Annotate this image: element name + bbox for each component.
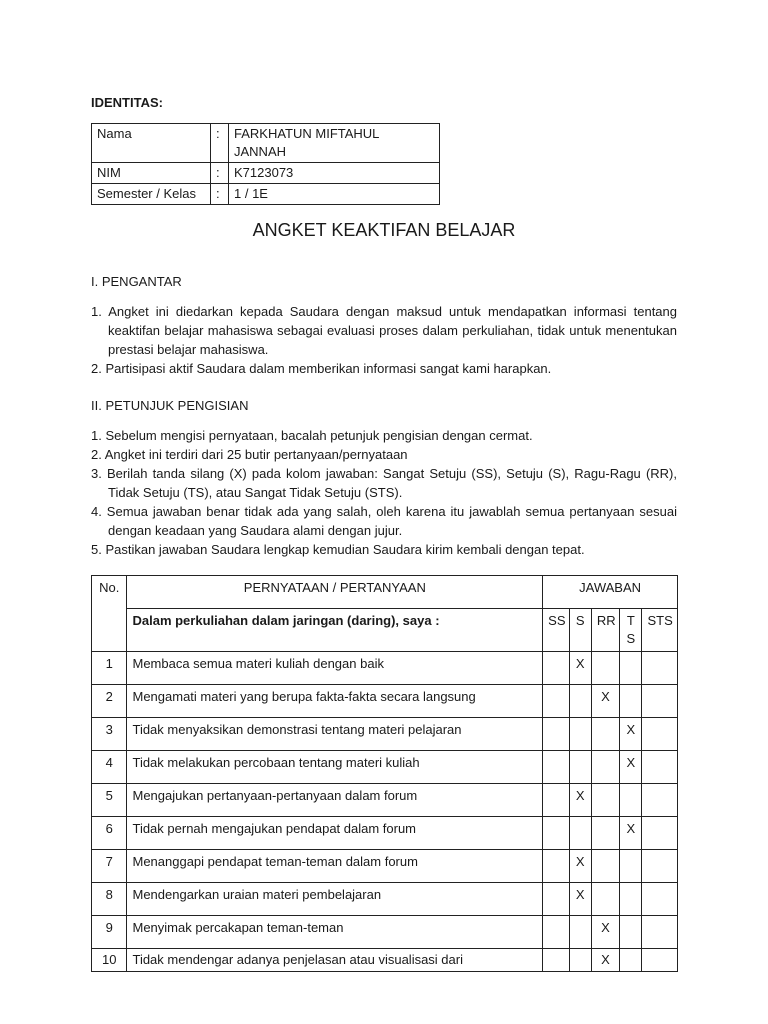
petunjuk-item: 5. Pastikan jawaban Saudara lengkap kemudian Saudara kirim kembali dengan tepat. <box>91 542 585 557</box>
answer-cell-ts: X <box>620 718 642 751</box>
table-row <box>92 685 678 718</box>
answer-cell-ss <box>543 718 569 751</box>
answer-cell-s <box>569 751 591 784</box>
row-number: 7 <box>92 850 127 883</box>
identity-label: Nama <box>92 124 211 163</box>
header-statement: PERNYATAAN / PERTANYAAN <box>127 576 543 609</box>
row-number: 6 <box>92 817 127 850</box>
row-statement: Membaca semua materi kuliah dengan baik <box>127 652 543 685</box>
answer-cell-sts <box>642 916 678 949</box>
answer-cell-sts <box>642 784 678 817</box>
questionnaire-subheader-row <box>92 609 678 652</box>
answer-cell-ts <box>620 784 642 817</box>
petunjuk-list <box>91 426 677 559</box>
answer-cell-sts <box>642 883 678 916</box>
answer-cell-s <box>569 916 591 949</box>
option-sts: STS <box>642 609 678 652</box>
answer-cell-sts <box>642 751 678 784</box>
row-statement: Tidak pernah mengajukan pendapat dalam forum <box>127 817 543 850</box>
answer-cell-ss <box>543 784 569 817</box>
table-row <box>92 784 678 817</box>
answer-cell-ss <box>543 817 569 850</box>
table-row <box>92 718 678 751</box>
answer-cell-rr <box>591 718 619 751</box>
section-pengantar-heading: I. PENGANTAR <box>91 274 182 289</box>
option-ss: SS <box>543 609 569 652</box>
questionnaire-header-row <box>92 576 678 609</box>
table-row <box>92 916 678 949</box>
petunjuk-item: 1. Sebelum mengisi pernyataan, bacalah petunjuk pengisian dengan cermat. <box>91 428 533 443</box>
identity-colon: : <box>211 184 229 205</box>
answer-cell-ts <box>620 916 642 949</box>
row-statement: Mengamati materi yang berupa fakta-fakta secara langsung <box>127 685 543 718</box>
pengantar-list <box>91 302 677 378</box>
answer-cell-s <box>569 718 591 751</box>
table-row <box>92 850 678 883</box>
answer-cell-ss <box>543 685 569 718</box>
answer-cell-s: X <box>569 784 591 817</box>
row-number: 9 <box>92 916 127 949</box>
answer-cell-ss <box>543 850 569 883</box>
answer-cell-ts <box>620 652 642 685</box>
identity-row <box>92 124 440 163</box>
answer-cell-ts <box>620 883 642 916</box>
answer-cell-sts <box>642 817 678 850</box>
answer-cell-ss <box>543 916 569 949</box>
identity-label: Semester / Kelas <box>92 184 211 205</box>
petunjuk-item: 4. Semua jawaban benar tidak ada yang salah, oleh karena itu jawablah semua pertanyaan sesuai dengan keadaan yang Saudara alami dengan jujur. <box>91 504 677 538</box>
pengantar-item: 2. Partisipasi aktif Saudara dalam memberikan informasi sangat kami harapkan. <box>91 361 552 376</box>
row-number: 8 <box>92 883 127 916</box>
petunjuk-item: 2. Angket ini terdiri dari 25 butir pertanyaan/pernyataan <box>91 447 408 462</box>
option-rr: RR <box>591 609 619 652</box>
table-row <box>92 883 678 916</box>
petunjuk-item: 3. Berilah tanda silang (X) pada kolom jawaban: Sangat Setuju (SS), Setuju (S), Ragu-Ragu (RR), Tidak Setuju (TS), atau Sangat Tidak Setuju (STS). <box>91 466 677 500</box>
answer-cell-s: X <box>569 883 591 916</box>
questionnaire-table <box>91 575 678 972</box>
table-row <box>92 817 678 850</box>
identity-colon: : <box>211 163 229 184</box>
pengantar-item: 1. Angket ini diedarkan kepada Saudara dengan maksud untuk mendapatkan informasi tentang keaktifan belajar mahasiswa sebagai evaluasi proses dalam perkuliahan, tidak untuk menentukan prestasi belajar mahasiswa. <box>91 304 677 357</box>
row-statement: Mengajukan pertanyaan-pertanyaan dalam forum <box>127 784 543 817</box>
answer-cell-ts: X <box>620 751 642 784</box>
identity-label: NIM <box>92 163 211 184</box>
row-number: 1 <box>92 652 127 685</box>
answer-cell-rr <box>591 883 619 916</box>
option-ts: T S <box>620 609 642 652</box>
row-number: 2 <box>92 685 127 718</box>
row-statement: Tidak menyaksikan demonstrasi tentang materi pelajaran <box>127 718 543 751</box>
row-number: 3 <box>92 718 127 751</box>
answer-cell-ts <box>620 949 642 972</box>
answer-cell-rr: X <box>591 685 619 718</box>
identity-row <box>92 184 440 205</box>
row-statement: Tidak melakukan percobaan tentang materi kuliah <box>127 751 543 784</box>
table-row <box>92 751 678 784</box>
answer-cell-sts <box>642 718 678 751</box>
answer-cell-s: X <box>569 652 591 685</box>
answer-cell-rr <box>591 652 619 685</box>
answer-cell-ts <box>620 685 642 718</box>
answer-cell-s: X <box>569 850 591 883</box>
identity-value: K7123073 <box>229 163 440 184</box>
identity-heading: IDENTITAS: <box>91 95 163 110</box>
answer-cell-sts <box>642 850 678 883</box>
answer-cell-rr <box>591 751 619 784</box>
header-no: No. <box>92 576 127 652</box>
option-s: S <box>569 609 591 652</box>
answer-cell-ts: X <box>620 817 642 850</box>
row-number: 5 <box>92 784 127 817</box>
row-statement: Menanggapi pendapat teman-teman dalam forum <box>127 850 543 883</box>
table-row <box>92 949 678 972</box>
subheader-statement: Dalam perkuliahan dalam jaringan (daring), saya : <box>127 609 543 652</box>
answer-cell-ss <box>543 883 569 916</box>
answer-cell-rr <box>591 817 619 850</box>
identity-colon: : <box>211 124 229 163</box>
identity-row <box>92 163 440 184</box>
answer-cell-sts <box>642 949 678 972</box>
identity-value: FARKHATUN MIFTAHUL JANNAH <box>229 124 440 163</box>
answer-cell-s <box>569 685 591 718</box>
row-statement: Menyimak percakapan teman-teman <box>127 916 543 949</box>
identity-table <box>91 123 440 205</box>
answer-cell-rr: X <box>591 949 619 972</box>
answer-cell-s <box>569 949 591 972</box>
answer-cell-sts <box>642 652 678 685</box>
row-number: 10 <box>92 949 127 972</box>
answer-cell-rr <box>591 850 619 883</box>
identity-value: 1 / 1E <box>229 184 440 205</box>
answer-cell-rr: X <box>591 916 619 949</box>
answer-cell-sts <box>642 685 678 718</box>
answer-cell-ts <box>620 850 642 883</box>
header-answer: JAWABAN <box>543 576 678 609</box>
answer-cell-s <box>569 817 591 850</box>
row-statement: Mendengarkan uraian materi pembelajaran <box>127 883 543 916</box>
row-number: 4 <box>92 751 127 784</box>
table-row <box>92 652 678 685</box>
section-petunjuk-heading: II. PETUNJUK PENGISIAN <box>91 398 249 413</box>
row-statement: Tidak mendengar adanya penjelasan atau visualisasi dari <box>127 949 543 972</box>
page-title: ANGKET KEAKTIFAN BELAJAR <box>252 220 516 240</box>
answer-cell-ss <box>543 652 569 685</box>
answer-cell-ss <box>543 751 569 784</box>
answer-cell-ss <box>543 949 569 972</box>
answer-cell-rr <box>591 784 619 817</box>
